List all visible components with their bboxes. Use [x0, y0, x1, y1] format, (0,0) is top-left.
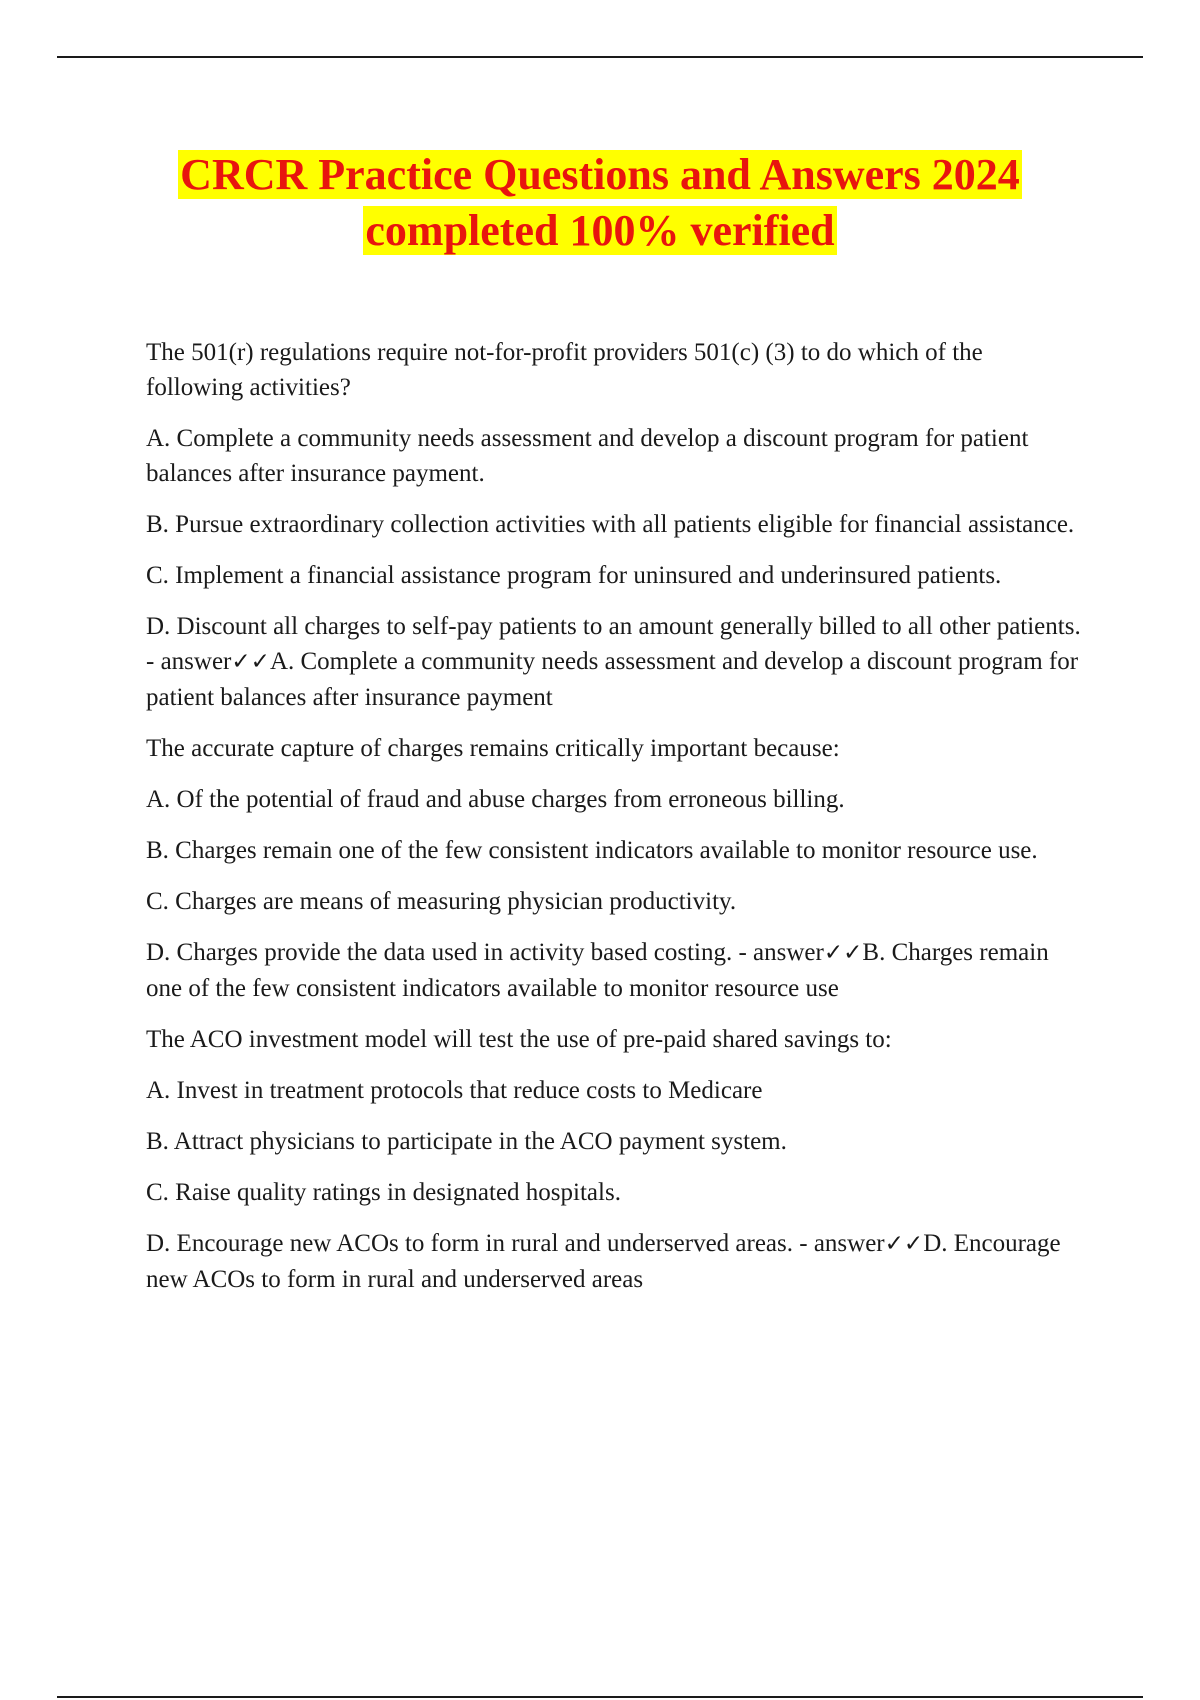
double-check-icon: ✓✓: [231, 649, 270, 675]
option-d: D. Discount all charges to self-pay patients to an amount generally billed to all other patients. - answer: [146, 613, 1081, 675]
option-c: C. Implement a financial assistance program for uninsured and underinsured patients.: [146, 562, 1002, 589]
option-d-with-answer: [146, 935, 1086, 1006]
option-d-with-answer: [146, 609, 1086, 715]
answer-text: A. Complete a community needs assessment and develop a discount program for patient balances after insurance payment: [146, 648, 1079, 711]
option-d: D. Charges provide the data used in activity based costing. - answer: [146, 939, 824, 966]
option-a: A. Invest in treatment protocols that reduce costs to Medicare: [146, 1077, 763, 1104]
option-c: C. Charges are means of measuring physician productivity.: [146, 888, 737, 915]
option-c: C. Raise quality ratings in designated hospitals.: [146, 1179, 621, 1206]
answer-text: D. Encourage new ACOs to form in rural and underserved areas: [146, 1230, 1061, 1293]
option-a: A. Complete a community needs assessment and develop a discount program for patient balances after insurance payment.: [146, 425, 1029, 487]
option-b: B. Charges remain one of the few consistent indicators available to monitor resource use.: [146, 837, 1038, 864]
question-list: [146, 335, 1086, 1313]
title-line-2: completed 100% verified: [365, 206, 835, 255]
question-block: [146, 731, 1086, 1006]
question-block: [146, 335, 1086, 715]
bottom-rule: [57, 1696, 1143, 1698]
double-check-icon: ✓✓: [823, 940, 863, 966]
option-b: B. Pursue extraordinary collection activities with all patients eligible for financial assistance.: [146, 511, 1075, 538]
option-d-with-answer: [146, 1226, 1086, 1297]
option-d: D. Encourage new ACOs to form in rural and underserved areas. - answer: [146, 1230, 885, 1257]
answer-text: B. Charges remain one of the few consistent indicators available to monitor resource use: [146, 939, 1049, 1002]
question-text: The ACO investment model will test the use of pre-paid shared savings to:: [146, 1026, 892, 1053]
option-b: B. Attract physicians to participate in the ACO payment system.: [146, 1128, 787, 1155]
question-block: [146, 1022, 1086, 1297]
option-a: A. Of the potential of fraud and abuse charges from erroneous billing.: [146, 786, 845, 813]
question-text: The accurate capture of charges remains critically important because:: [146, 735, 840, 762]
title-line-1: CRCR Practice Questions and Answers 2024: [180, 150, 1020, 199]
top-rule: [57, 56, 1143, 58]
question-text: The 501(r) regulations require not-for-profit providers 501(c) (3) to do which of the following activities?: [146, 339, 983, 401]
double-check-icon: ✓✓: [884, 1231, 924, 1257]
page-title: [0, 147, 1200, 259]
